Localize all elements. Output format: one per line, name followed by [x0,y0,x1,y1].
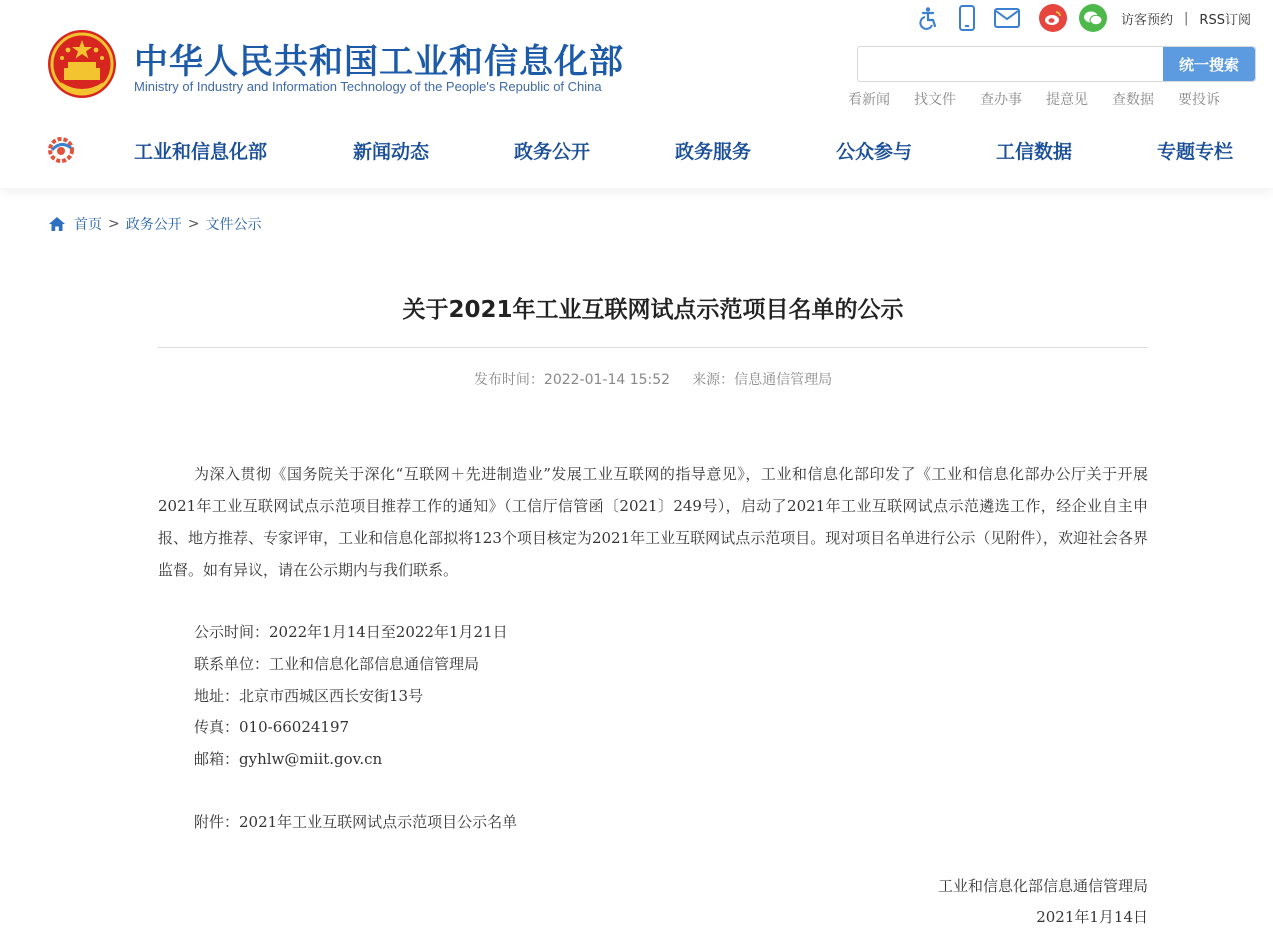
article-body-paragraph: 为深入贯彻《国务院关于深化“互联网＋先进制造业”发展工业互联网的指导意见》，工业和信息化部印发了《工业和信息化部办公厅关于开展2021年工业互联网试点示范项目推荐工作的通知》（工信厅信管函〔2021〕249号），启动了2021年工业互联网试点示范遴选工作，经企业自主申报、地方推荐、专家评审，工业和信息化部拟将123个项目核定为2021年工业互联网试点示范项目。现对项目名单进行公示（见附件），欢迎社会各界监督。如有异议，请在公示期内与我们联系。 [158,465,1148,579]
contact-email: 邮箱：gyhlw@miit.gov.cn [194,750,383,768]
search-button[interactable]: 统一搜索 [1163,47,1255,81]
home-icon[interactable] [48,216,66,232]
nav-item-ministry[interactable]: 工业和信息化部 [134,141,268,163]
nav-item-special-topics[interactable]: 专题专栏 [1157,141,1234,163]
main-nav [0,137,1273,167]
national-emblem-icon[interactable] [46,28,118,100]
notice-period: 公示时间：2022年1月14日至2022年1月21日 [194,623,508,641]
publish-time: 发布时间：2022-01-14 15:52 [473,372,671,388]
breadcrumb-separator: > [108,216,120,232]
top-link-separator: | [1184,10,1189,26]
rss-link[interactable]: RSS订阅 [1199,12,1251,28]
breadcrumb [48,214,261,234]
breadcrumb-government-affairs[interactable]: 政务公开 [125,217,182,233]
search-box [857,46,1256,82]
mobile-icon[interactable] [954,5,980,31]
article-meta [158,369,1148,389]
contact-fax: 传真：010-66024197 [194,718,350,736]
mail-icon[interactable] [993,5,1021,31]
site-title[interactable]: 中华人民共和国工业和信息化部 [134,42,624,82]
weibo-icon[interactable] [1039,4,1067,32]
signature-organization: 工业和信息化部信息通信管理局 [937,877,1148,895]
title-divider [158,347,1148,348]
quick-links [848,89,1220,109]
breadcrumb-separator: > [187,216,200,232]
nav-item-government-affairs[interactable]: 政务公开 [514,141,591,163]
wechat-icon[interactable] [1079,4,1107,32]
nav-item-services[interactable]: 政务服务 [675,141,752,163]
quick-link-complaint[interactable]: 要投诉 [1178,92,1220,108]
visitor-booking-link[interactable]: 访客预约 [1121,12,1174,28]
breadcrumb-document-notice[interactable]: 文件公示 [205,217,262,233]
quick-link-news[interactable]: 看新闻 [848,92,890,108]
article-title: 关于2021年工业互联网试点示范项目名单的公示 [402,297,904,323]
nav-item-data[interactable]: 工信数据 [996,141,1073,163]
site-subtitle: Ministry of Industry and Information Technology of the People's Republic of China [134,79,602,94]
nav-item-news[interactable]: 新闻动态 [353,141,430,163]
top-toolbar [915,4,1251,32]
article-source: 来源：信息通信管理局 [692,372,833,388]
breadcrumb-home[interactable]: 首页 [74,217,102,233]
contact-address: 地址：北京市西城区西长安街13号 [194,687,424,705]
quick-link-services[interactable]: 查办事 [980,92,1022,108]
attachment-link[interactable]: 附件：2021年工业互联网试点示范项目公示名单 [194,813,518,831]
quick-link-documents[interactable]: 找文件 [914,92,956,108]
search-input[interactable] [858,47,1163,81]
signature-date: 2021年1月14日 [1036,908,1148,926]
quick-link-feedback[interactable]: 提意见 [1046,92,1088,108]
accessibility-icon[interactable] [915,5,941,31]
nav-item-public-participation[interactable]: 公众参与 [836,141,913,163]
contact-unit: 联系单位：工业和信息化部信息通信管理局 [194,655,480,673]
quick-link-data[interactable]: 查数据 [1112,92,1154,108]
site-header [0,0,1273,188]
